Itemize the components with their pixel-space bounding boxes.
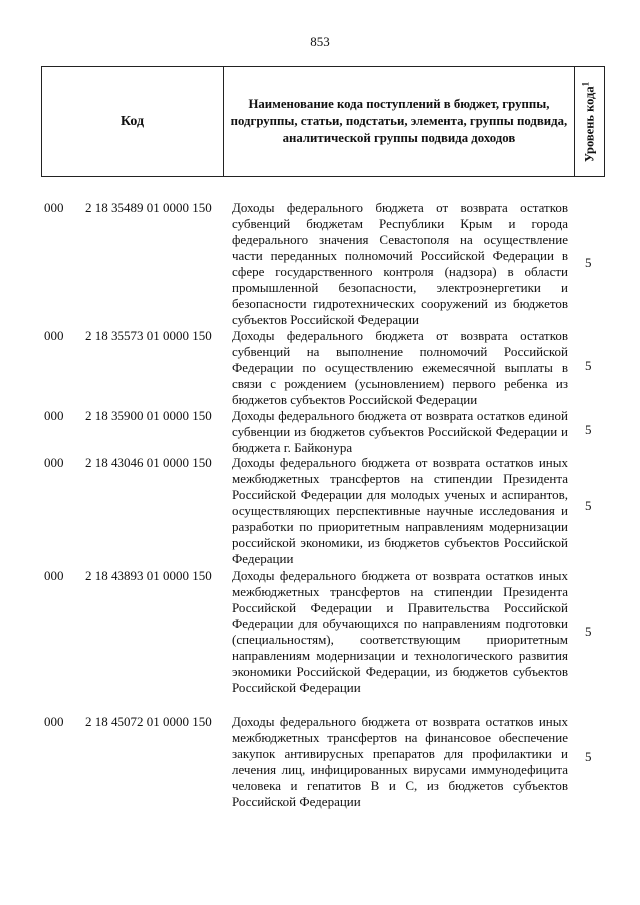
row-description: Доходы федерального бюджета от возврата остатков иных межбюджетных трансфертов на стипендии Президента Российской Федерации и Правительства Российской Федерации для обучающихся по направлениям подготовки (специальностям), соответствующим приоритетным направлениям модернизации и технологического развития экономики Российской Федерации, из бюджетов субъектов Российской Федерации — [232, 568, 568, 695]
table-row — [0, 714, 640, 814]
row-level: 5 — [585, 624, 592, 639]
table-row — [0, 200, 640, 328]
row-code: 2 18 43893 01 0000 150 — [85, 568, 212, 583]
page-number: 853 — [310, 34, 330, 49]
table-row — [0, 328, 640, 408]
row-description: Доходы федерального бюджета от возврата остатков субвенций на выполнение полномочий Российской Федерации по осуществлению ежемесячной выплаты в связи с рождением (усыновлением) первого ребенка из бюджетов субъектов Российской Федерации — [232, 328, 568, 407]
header-code: Код — [42, 67, 224, 177]
row-code: 2 18 43046 01 0000 150 — [85, 455, 212, 470]
row-prefix: 000 — [44, 568, 64, 583]
table-header — [41, 66, 605, 177]
row-prefix: 000 — [44, 328, 64, 343]
table-row — [0, 568, 640, 714]
row-prefix: 000 — [44, 408, 64, 423]
row-code: 2 18 35900 01 0000 150 — [85, 408, 212, 423]
row-description: Доходы федерального бюджета от возврата остатков иных межбюджетных трансфертов на стипендии Президента Российской Федерации для молодых ученых и аспирантов, осуществляющих перспективные научные исследования и разработки по приоритетным направлениям модернизации российской экономики, из бюджетов субъектов Российской Федерации — [232, 455, 568, 566]
row-prefix: 000 — [44, 714, 64, 729]
row-level: 5 — [585, 749, 592, 764]
row-description: Доходы федерального бюджета от возврата остатков субвенций бюджетам Республики Крым и города федерального значения Севастополя на осуществление части переданных полномочий Российской Федерации в сфере государственного контроля (надзора) в области промышленной безопасности, электроэнергетики и безопасности гидротехнических сооружений из бюджетов субъектов Российской Федерации — [232, 200, 568, 327]
row-description: Доходы федерального бюджета от возврата остатков единой субвенции из бюджетов субъектов Российской Федерации и бюджета г. Байконура — [232, 408, 568, 455]
table-row — [0, 455, 640, 568]
table-body — [0, 200, 640, 814]
row-prefix: 000 — [44, 200, 64, 215]
row-code: 2 18 45072 01 0000 150 — [85, 714, 212, 729]
row-level: 5 — [585, 255, 592, 270]
row-code: 2 18 35489 01 0000 150 — [85, 200, 212, 215]
row-level: 5 — [585, 498, 592, 513]
row-level: 5 — [585, 358, 592, 373]
header-level — [574, 67, 604, 177]
header-level-label — [581, 81, 598, 161]
row-prefix: 000 — [44, 455, 64, 470]
row-code: 2 18 35573 01 0000 150 — [85, 328, 212, 343]
row-description: Доходы федерального бюджета от возврата остатков иных межбюджетных трансфертов на финансовое обеспечение закупок антивирусных препаратов для профилактики и лечения лиц, инфицированных вирусами иммунодефицита человека и гепатитов В и С, из бюджетов субъектов Российской Федерации — [232, 714, 568, 809]
row-level: 5 — [585, 422, 592, 437]
table-row — [0, 408, 640, 455]
header-name: Наименование кода поступлений в бюджет, группы, подгруппы, статьи, подстатьи, элемента, группы подвида, аналитической группы подвида доходов — [223, 67, 574, 177]
header-level-footnote: 1 — [580, 81, 591, 86]
header-level-text: Уровень кода — [583, 85, 598, 162]
